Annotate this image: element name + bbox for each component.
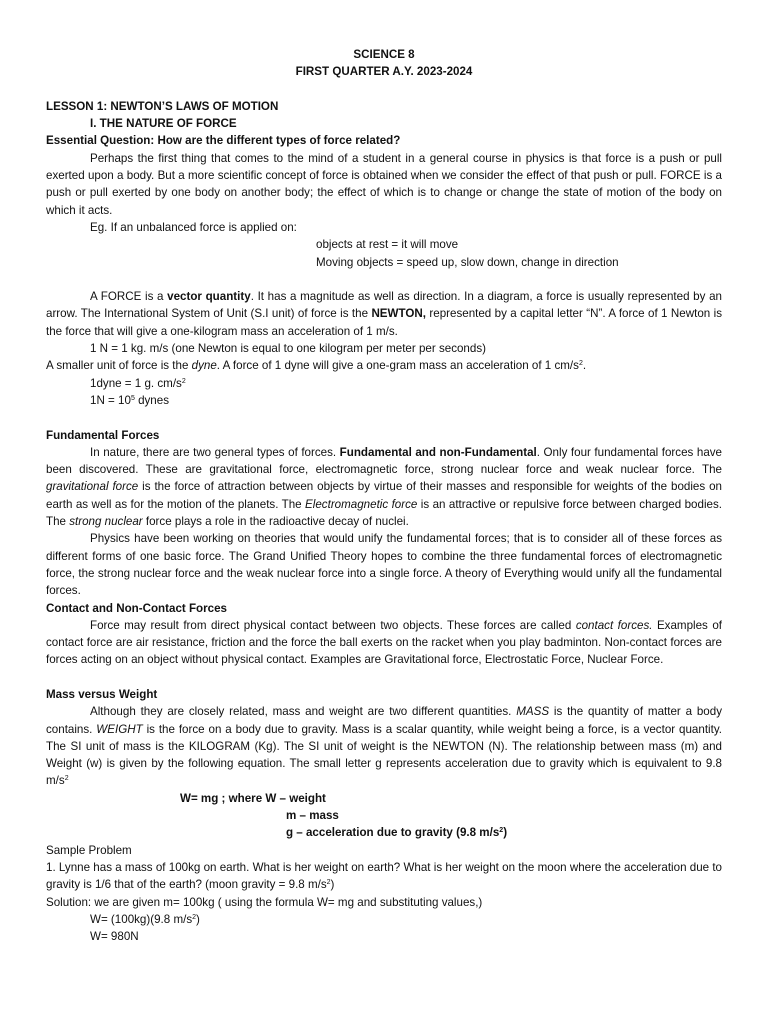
text: . A force of 1 dyne will give a one-gram mass an acceleration of 1 cm/s [216, 359, 579, 373]
text: In nature, there are two general types of forces. [90, 445, 340, 459]
text: is the force on a body due to gravity. Mass is a scalar quantity, while weight being a force, is a vector quantity. The SI unit of mass is the KILOGRAM (Kg). The SI unit of weight is the NEWTON (N). The relationship between mass (m) and Weight (w) is given by the following equation. The small letter g represents acceleration due to gravity which is equivalent to 9.8 m/s [46, 722, 722, 788]
text: force plays a role in the radioactive decay of nuclei. [142, 515, 409, 529]
superscript: 5 [130, 394, 135, 402]
weight-equation-mass: m – mass [286, 809, 339, 823]
text: represented by a capital letter “N”. A force of 1 Newton is the force that will give a one-kilogram mass an acceleration of 1 m/s. [46, 307, 722, 338]
text: dynes [134, 393, 170, 407]
emphasis: Fundamental and non-Fundamental [339, 445, 537, 459]
force-vector-paragraph [46, 288, 722, 340]
emphasis: gravitational force [46, 480, 139, 494]
text: A smaller unit of force is the [46, 359, 192, 373]
emphasis: strong nuclear [69, 515, 143, 529]
dyne-equation [46, 375, 722, 392]
document-page [46, 46, 722, 945]
unification-paragraph: Physics have been working on theories that would unify the fundamental forces; that is to consider all of these forces as different forms of one basic force. The Grand Unified Theory hopes to combine the three fundamental forces of electromagnetic force, the strong nuclear force and the weak nuclear force into a single force. A theory of Everything would unify all the fundamental forces. [46, 532, 722, 598]
text: W= (100kg)(9.8 m/s [90, 912, 193, 926]
text: . [582, 359, 587, 373]
text: is the force of attraction between objects by virtue of their masses and responsible for weights of the bodies on earth as well as for the motion of the planets. The [46, 480, 722, 511]
text: 1N = 10 [90, 393, 131, 407]
intro-paragraph [46, 150, 722, 219]
text: Examples of contact force are air resistance, friction and the force the ball exerts on the racket when you play badminton. Non-contact forces are forces acting on an object without physical contact. Examples are Gravitational force, Electrostatic Force, Nuclear Force. [46, 618, 722, 667]
dyne-sentence [46, 357, 722, 374]
superscript: 2 [326, 879, 331, 887]
contact-heading: Contact and Non-Contact Forces [46, 601, 227, 615]
text: ) [503, 826, 508, 840]
sample-question [46, 859, 722, 894]
emphasis: WEIGHT [96, 722, 143, 736]
text: . Only four fundamental forces have been discovered. These are gravitational force, electromagnetic force, strong nuclear force and weak nuclear force. The [46, 445, 723, 477]
solution-step-2: W= 980N [90, 930, 139, 944]
text: Force may result from direct physical contact between two objects. These forces are called [90, 618, 576, 632]
text: 1dyne = 1 g. cm/s [90, 376, 182, 390]
sample-heading: Sample Problem [46, 843, 132, 857]
fundamental-paragraph [46, 444, 722, 530]
weight-equation-gravity [46, 824, 722, 841]
emphasis: contact forces. [575, 618, 653, 632]
sample-solution: Solution: we are given m= 100kg ( using the formula W= mg and substituting values,) [46, 895, 483, 909]
newton-dyne-equation [46, 392, 722, 409]
text: . It has a magnitude as well as direction. In a diagram, a force is usually represented by an arrow. The International System of Unit (S.I unit) of force is the [46, 290, 722, 321]
superscript: 2 [192, 913, 197, 921]
section-title: I. THE NATURE OF FORCE [90, 117, 237, 131]
emphasis: dyne [191, 359, 217, 373]
text: g – acceleration due to gravity (9.8 m/s [286, 826, 500, 840]
quarter-title: FIRST QUARTER A.Y. 2023-2024 [295, 65, 473, 79]
text: is the quantity of matter a body contains. [46, 705, 722, 736]
text: ) [330, 878, 335, 892]
superscript: 2 [181, 377, 186, 385]
superscript: 2 [64, 775, 69, 783]
emphasis: NEWTON, [371, 307, 426, 321]
fundamental-heading: Fundamental Forces [46, 428, 160, 442]
text: is an attractive or repulsive force between charged bodies. The [46, 497, 722, 529]
text: A FORCE is a [90, 290, 168, 304]
mass-weight-heading: Mass versus Weight [46, 687, 158, 701]
emphasis: vector quantity [167, 290, 251, 304]
example-rest: objects at rest = it will move [316, 238, 459, 252]
text: 1. Lynne has a mass of 100kg on earth. What is her weight on earth? What is her weight on the moon where the acceleration due to gravity is 1/6 that of the earth? (moon gravity = 9.8 m/s [46, 860, 722, 892]
emphasis: Electromagnetic force [305, 497, 418, 511]
lesson-title: LESSON 1: NEWTON’S LAWS OF MOTION [46, 99, 279, 113]
essential-question: Essential Question: How are the different types of force related? [46, 134, 401, 148]
superscript: 2 [499, 827, 504, 835]
weight-equation: W= mg ; where W – weight [180, 791, 326, 805]
superscript: 2 [578, 360, 583, 368]
example-moving: Moving objects = speed up, slow down, change in direction [316, 255, 619, 269]
contact-paragraph [46, 617, 722, 669]
example-line: Eg. If an unbalanced force is applied on: [90, 220, 297, 234]
intro-text: Perhaps the first thing that comes to the mind of a student in a general course in physics is that force is a push or pull exerted upon a body. But a more scientific concept of force is obtained when we consider the effect of that push or pull. FORCE is a push or pull exerted by one body on another body; the effect of which is to change or change the state of motion of the body on which it acts. [46, 151, 722, 217]
text: Although they are closely related, mass and weight are two different quantities. [90, 705, 517, 719]
mass-weight-paragraph [46, 703, 722, 789]
emphasis: MASS [516, 705, 550, 719]
newton-definition: 1 N = 1 kg. m/s (one Newton is equal to one kilogram per meter per seconds) [90, 342, 486, 356]
solution-step-1 [46, 911, 722, 928]
text: ) [196, 912, 200, 926]
subject-title: SCIENCE 8 [353, 48, 415, 61]
